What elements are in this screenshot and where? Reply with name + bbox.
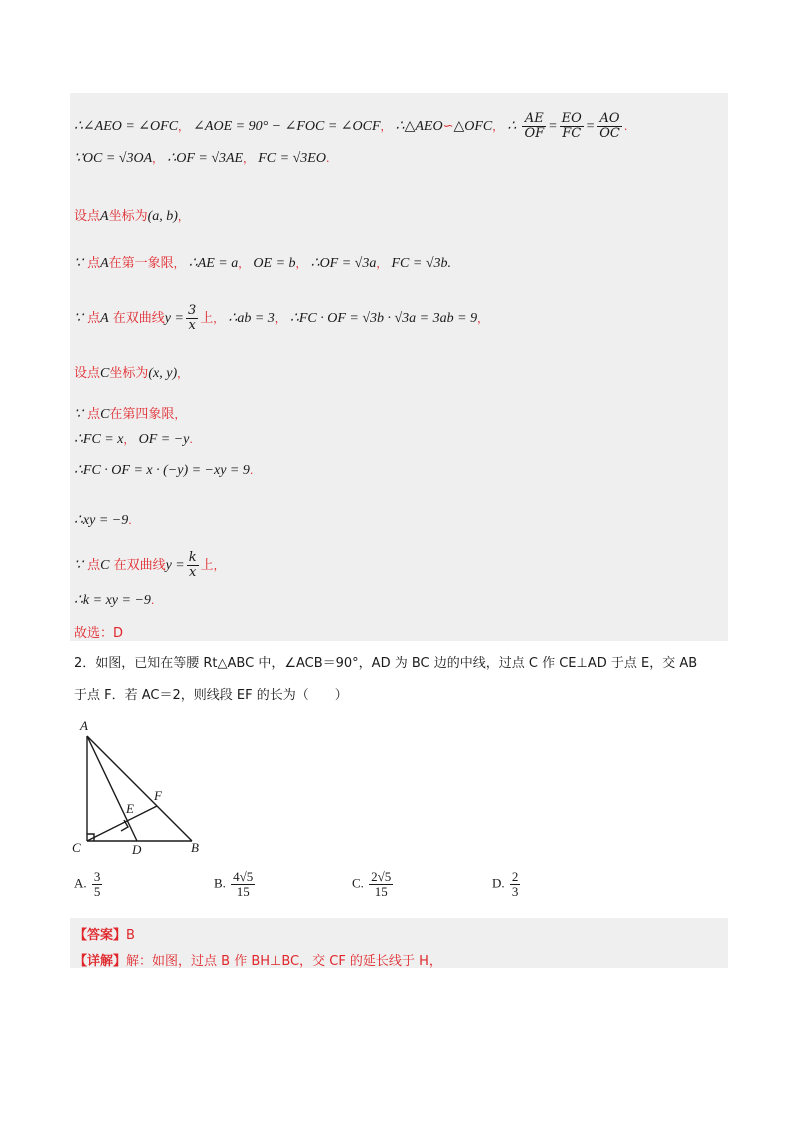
segment-ab [87,736,192,841]
option-b[interactable]: B. $\frac{4√5}{15}$ [214,869,254,899]
label-f: F [154,788,162,803]
solution-line-8: ∴FC = x， OF = −y. [74,432,193,447]
option-c[interactable]: C. $\frac{2√5}{15}$ [352,869,392,899]
label-e: E [126,801,134,816]
solution-line-2: ∵OC = √3OA， ∴OF = √3AE， FC = √3EO. [74,151,330,166]
option-a[interactable]: A. $\frac{3}{5}$ [74,869,101,899]
solution-line-11: ∵ 点C 在双曲线y = $\frac{k}{x}$ 上， [74,550,225,580]
similar-symbol: ∽ [442,119,454,134]
fraction-3-over-x: $\frac{3}{x}$ [187,303,197,333]
option-d-fraction: $\frac{2}{3}$ [511,869,519,899]
fraction-k-over-x: $\frac{k}{x}$ [188,550,197,580]
triangle-figure [70,716,220,861]
detail-line: 【详解】解：如图，过点 B 作 BH⊥BC，交 CF 的延长线于 H， [74,954,442,969]
solution-line-3: 设点A坐标为(a, b)， [74,209,189,224]
solution-line-6: 设点C坐标为(x, y)， [74,366,189,381]
solution-line-1: ∴∠AEO = ∠OFC， ∠AOE = 90° − ∠FOC = ∠OCF， ∴△AEO∽△OFC， ∴ $\frac{AE}{OF}$ = $\frac{EO}{FC}$ = $\frac{AO}{OC}$ . [74,111,628,141]
solution-line-5: ∵ 点A 在双曲线y = $\frac{3}{x}$ 上， ∴ab = 3， ∴FC · OF = √3b · √3a = 3ab = 9， [74,303,489,333]
fraction-ae-of: $\frac{AE}{OF}$ [524,111,545,141]
label-c: C [72,840,81,855]
question-line-1: 2．如图，已知在等腰 Rt△ABC 中，∠ACB＝90°，AD 为 BC 边的中线，过点 C 作 CE⊥AD 于点 E，交 AB [74,656,698,671]
solution-line-9: ∴FC · OF = x · (−y) = −xy = 9. [74,463,254,478]
fraction-ao-oc: $\frac{AO}{OC}$ [599,111,620,141]
question-line-2: 于点 F．若 AC＝2，则线段 EF 的长为（ ） [74,688,348,703]
segment-cf [87,806,157,841]
option-b-fraction: $\frac{4√5}{15}$ [233,869,254,899]
solution-answer: 故选：D [74,626,124,641]
option-c-fraction: $\frac{2√5}{15}$ [371,869,392,899]
answer-line: 【答案】B [74,928,135,943]
segment-ad [87,736,137,841]
option-d[interactable]: D. $\frac{2}{3}$ [492,869,519,899]
fraction-eo-fc: $\frac{EO}{FC}$ [561,111,582,141]
solution-line-12: ∴k = xy = −9. [74,593,155,608]
label-a: A [80,718,88,733]
solution-line-7: ∵ 点C在第四象限， [74,407,186,422]
label-b: B [191,840,199,855]
solution-line-4: ∵ 点A在第一象限， ∴AE = a， OE = b， ∴OF = √3a， FC = √3b. [74,256,452,271]
label-d: D [132,842,142,857]
solution-line-10: ∴xy = −9. [74,513,132,528]
option-a-fraction: $\frac{3}{5}$ [93,869,101,899]
